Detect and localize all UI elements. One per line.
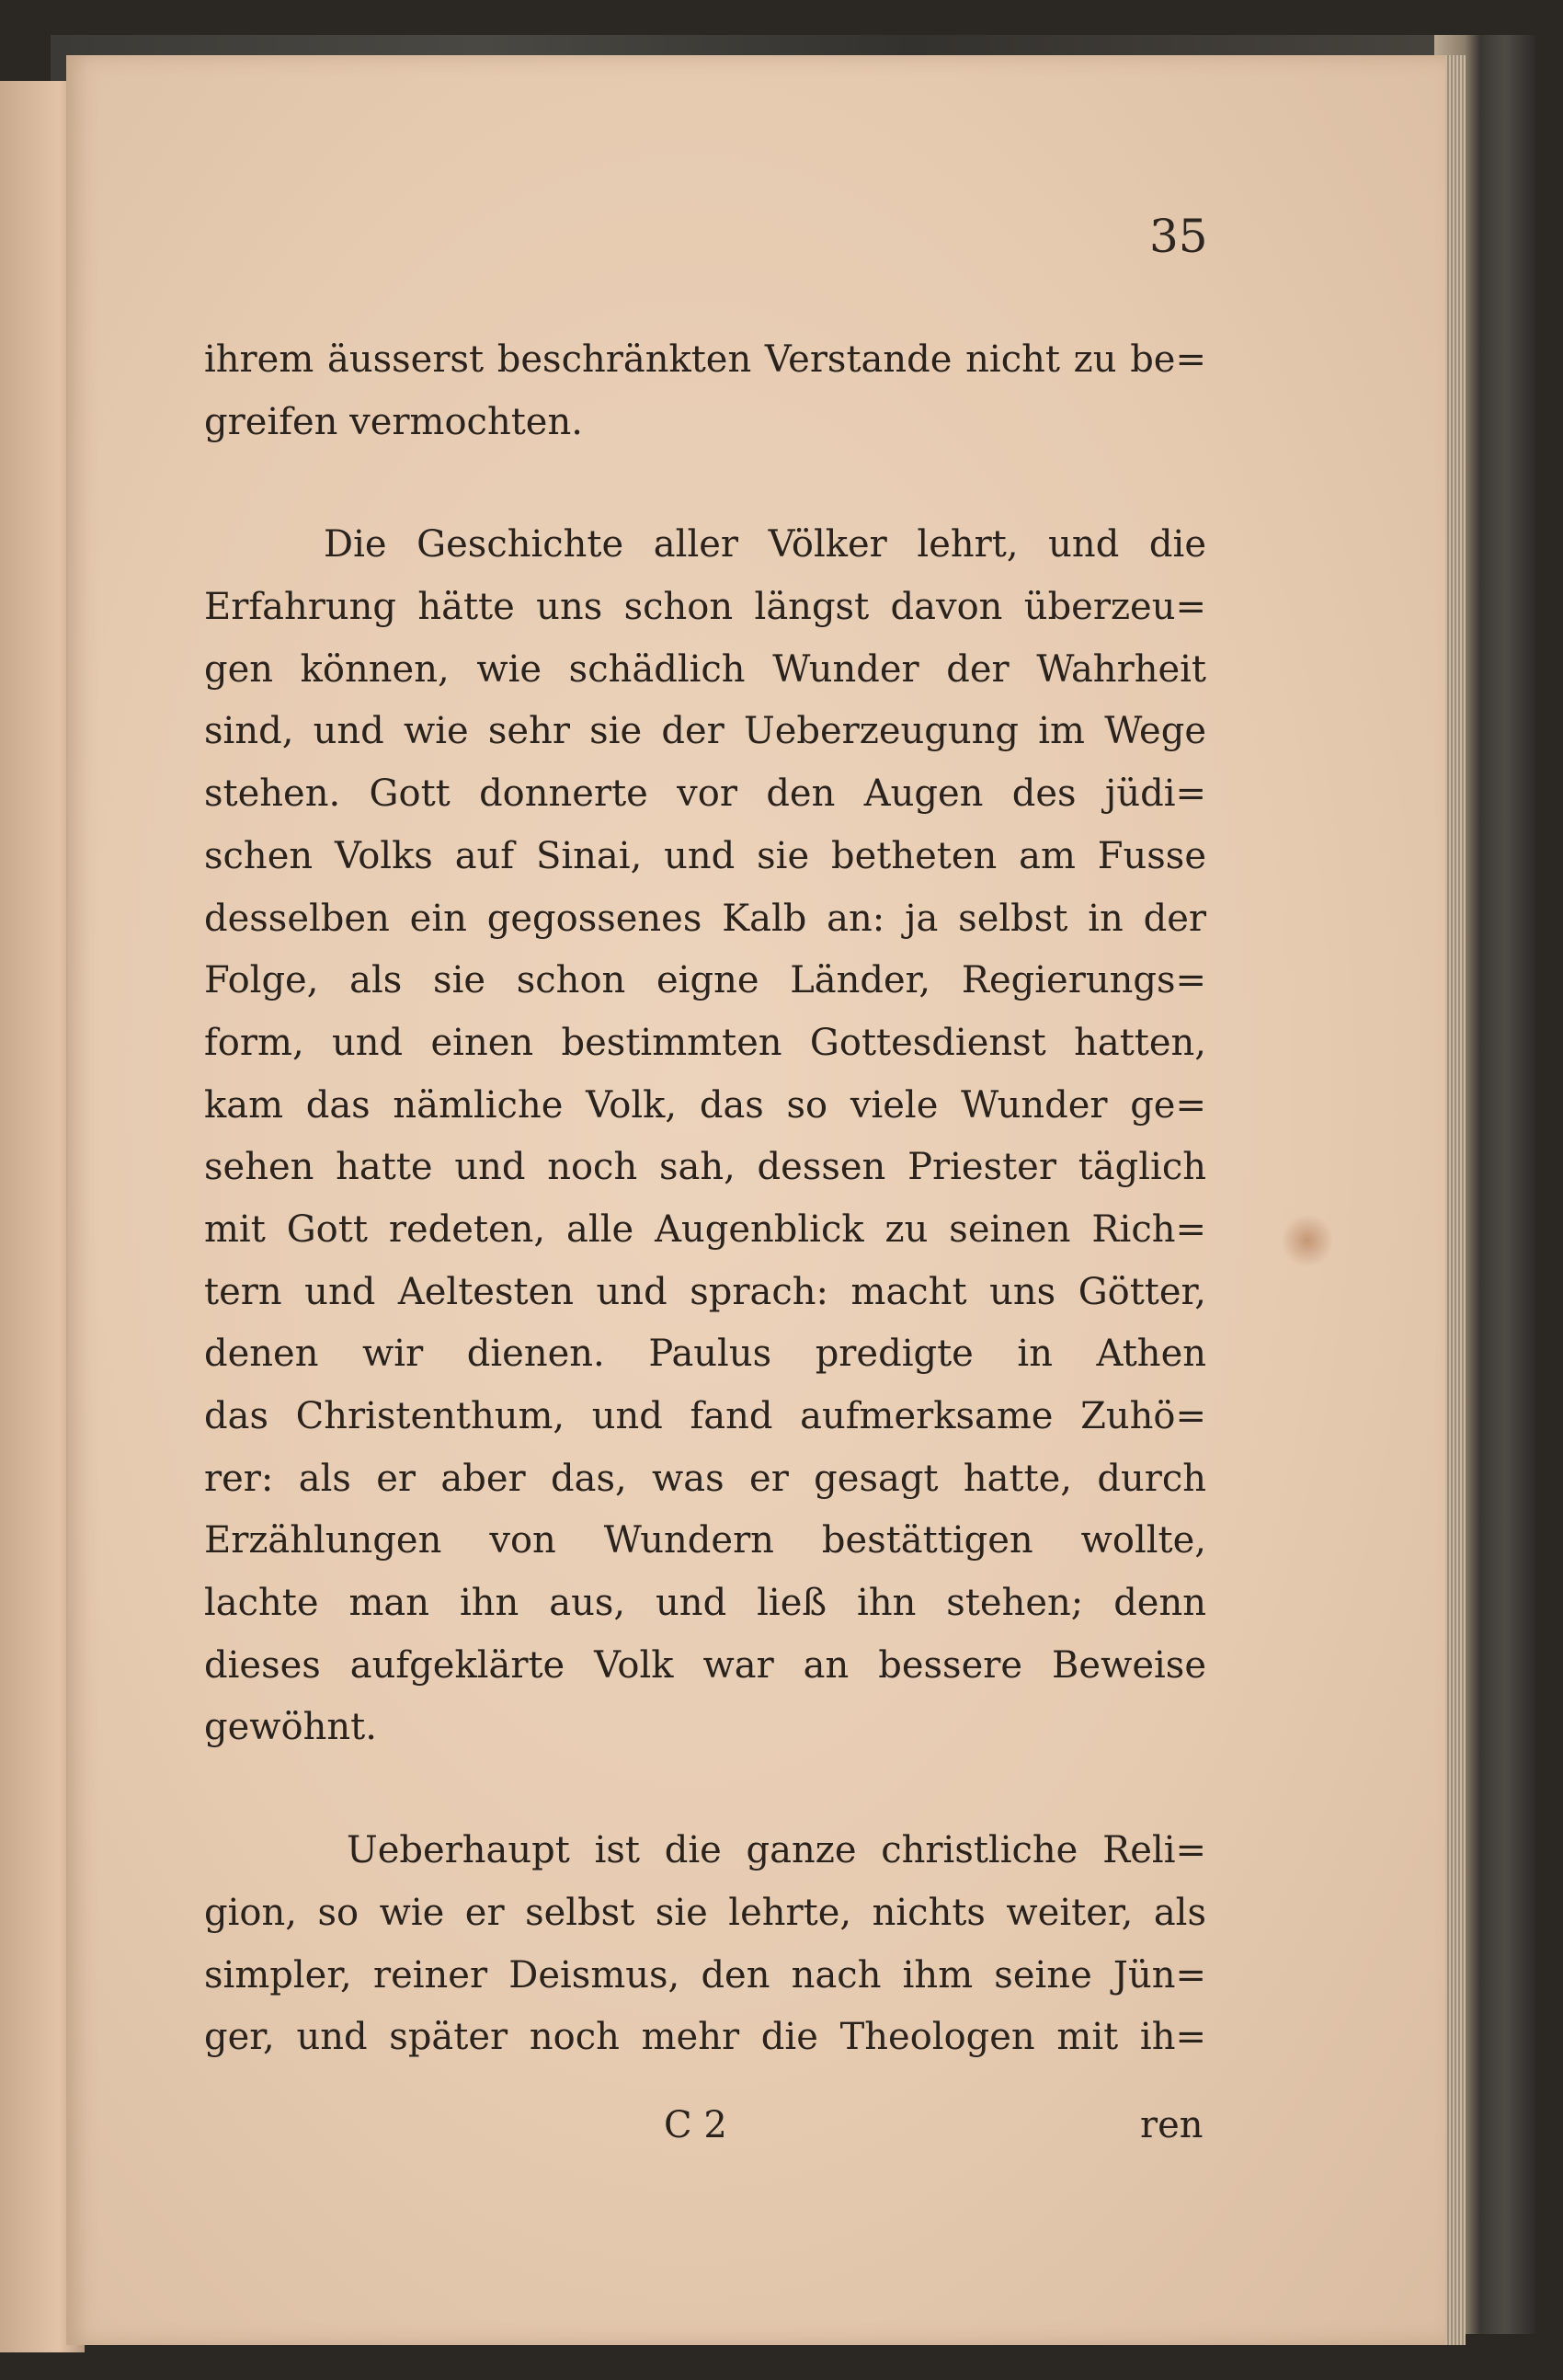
text-line: das Christenthum, und fand aufmerksame Zuhö= <box>204 1395 1206 1437</box>
text-line: tern und Aeltesten und sprach: macht uns Götter, <box>204 1270 1206 1313</box>
text-line: mit Gott redeten, alle Augenblick zu seinen Rich= <box>204 1207 1206 1251</box>
text-line: ger, und später noch mehr die Theologen mit ih= <box>204 2016 1206 2059</box>
text-line: simpler, reiner Deismus, den nach ihm seine Jün= <box>204 1953 1206 1997</box>
paragraph-gap <box>204 453 1206 514</box>
page-number: 35 <box>1149 210 1208 263</box>
text-line: lachte man ihn aus, und ließ ihn stehen; denn <box>204 1582 1206 1625</box>
body-text <box>204 329 1206 2069</box>
text-line: Erzählungen von Wundern bestättigen wollte, <box>204 1519 1206 1562</box>
text-line: sind, und wie sehr sie der Ueberzeugung im Wege <box>204 710 1206 753</box>
text-line: form, und einen bestimmten Gottesdienst hatten, <box>204 1021 1206 1064</box>
text-line: kam das nämliche Volk, das so viele Wunder ge= <box>204 1083 1206 1127</box>
text-line: stehen. Gott donnerte vor den Augen des jüdi= <box>204 772 1206 816</box>
paragraph <box>204 329 1206 453</box>
text-line: gen können, wie schädlich Wunder der Wahrheit <box>204 647 1206 691</box>
paper-stain <box>1283 1212 1332 1269</box>
text-line: sehen hatte und noch sah, dessen Priester täglich <box>204 1146 1206 1189</box>
text-line: Ueberhaupt ist die ganze christliche Reli= <box>347 1829 1206 1872</box>
text-line: Erfahrung hätte uns schon längst davon überzeu= <box>204 586 1206 629</box>
paragraph <box>204 514 1206 1759</box>
text-line: denen wir dienen. Paulus predigte in Athen <box>204 1333 1206 1376</box>
signature-mark: C 2 <box>664 2104 727 2146</box>
text-line: rer: als er aber das, was er gesagt hatte, durch <box>204 1457 1206 1500</box>
text-line: schen Volks auf Sinai, und sie betheten am Fusse <box>204 834 1206 877</box>
paragraph-gap <box>204 1759 1206 1820</box>
text-line: Folge, als sie schon eigne Länder, Regierungs= <box>204 959 1206 1002</box>
paragraph <box>204 1820 1206 2069</box>
text-line: greifen vermochten. <box>204 400 583 443</box>
page-stack-edge <box>1445 55 1466 2345</box>
text-line: desselben ein gegossenes Kalb an: ja selbst in der <box>204 897 1206 940</box>
text-line: gion, so wie er selbst sie lehrte, nichts weiter, als <box>204 1891 1206 1934</box>
catchword: ren <box>1140 2104 1204 2146</box>
text-line: gewöhnt. <box>204 1706 377 1749</box>
text-line: ihrem äusserst beschränkten Verstande nicht zu be= <box>204 338 1206 381</box>
text-line: dieses aufgeklärte Volk war an bessere Beweise <box>204 1643 1206 1687</box>
text-line: Die Geschichte aller Völker lehrt, und die <box>324 523 1206 566</box>
